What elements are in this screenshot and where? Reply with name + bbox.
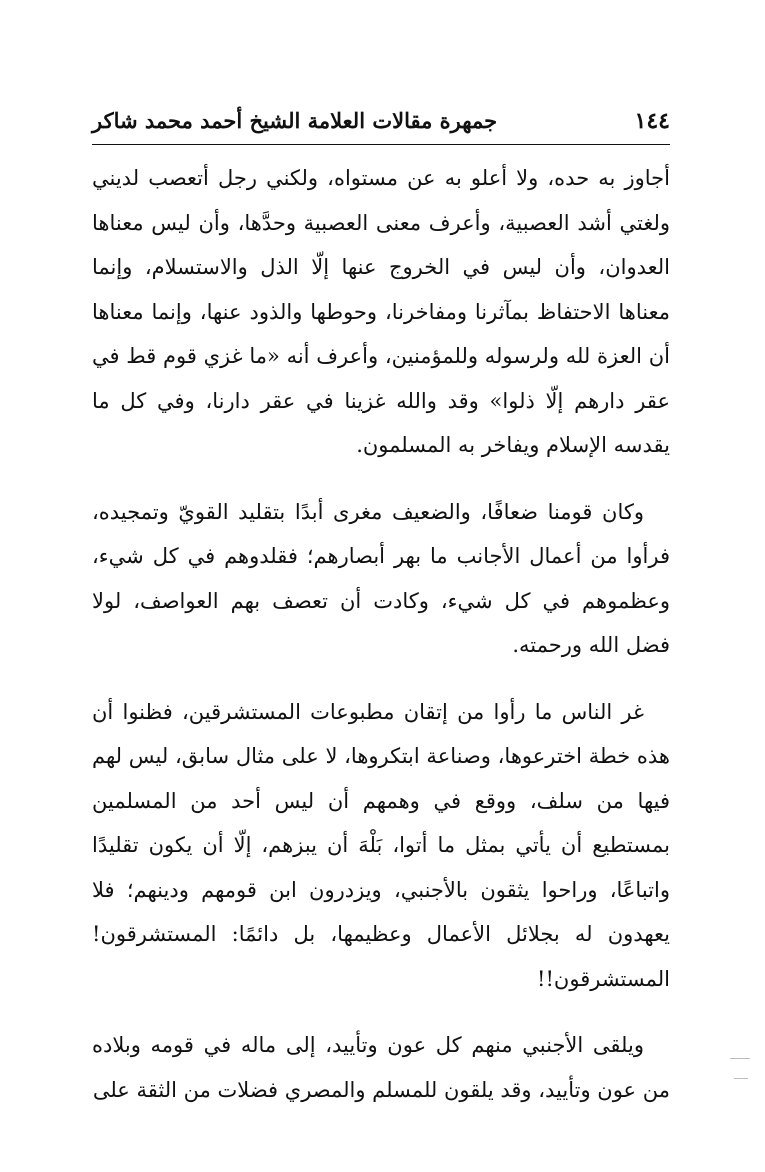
page-number: ١٤٤ (634, 108, 670, 134)
running-title: جمهرة مقالات العلامة الشيخ أحمد محمد شاكر (92, 108, 498, 133)
paragraph-4: ويلقى الأجنبي منهم كل عون وتأييد، إلى ماله في قومه وبلاده من عون وتأييد، وقد يلقون للمسلم والمصري فضلات من الثقة على (92, 1033, 670, 1102)
paragraph-3: غر الناس ما رأوا من إتقان مطبوعات المستشرقين، فظنوا أن هذه خطة اخترعوها، وصناعة ابتكروها، لا على مثال سابق، ليس لهم فيها من سلف، ووقع في وهمهم أن ليس أحد من المسلمين بمستطيع أن يأتي بمثل ما أتوا، بَلْهَ أن يبزهم، إلّا أن يكون تقليدًا واتباعًا، وراحوا يثقون بالأجنبي، ويزدرون ابن قومهم ودينهم؛ فلا يعهدون له بجلائل الأعمال وعظيمها، بل دائمًا: المستشرقون! المستشرقون!! (92, 699, 670, 991)
paragraph-1: أجاوز به حده، ولا أعلو به عن مستواه، ولكني رجل أتعصب لديني ولغتي أشد العصبية، وأعرف معنى العصبية وحدَّها، وأن ليس معناها العدوان، وأن ليس في الخروج عنها إلّا الذل والاستسلام، وإنما معناها الاحتفاظ بمآثرنا ومفاخرنا، وحوطها والذود عنها، وإنما معناها أن العزة لله ولرسوله وللمؤمنين، وأعرف أنه «ما غزي قوم قط في عقر دارهم إلّا ذلوا» وقد والله غزينا في عقر دارنا، وفي كل ما يقدسه الإسلام ويفاخر به المسلمون. (92, 166, 671, 457)
page-header (92, 101, 670, 141)
header-rule (92, 144, 670, 145)
paragraph-2: وكان قومنا ضعافًا، والضعيف مغرى أبدًا بتقليد القويّ وتمجيده، فرأوا من أعمال الأجانب ما بهر أبصارهم؛ فقلدوهم في كل شيء، وعظموهم في كل شيء، وكادت أن تعصف بهم العواصف، لولا فضل الله ورحمته. (92, 499, 670, 657)
margin-mark (734, 1078, 748, 1079)
margin-mark (730, 1058, 750, 1059)
body-text (92, 156, 670, 1134)
